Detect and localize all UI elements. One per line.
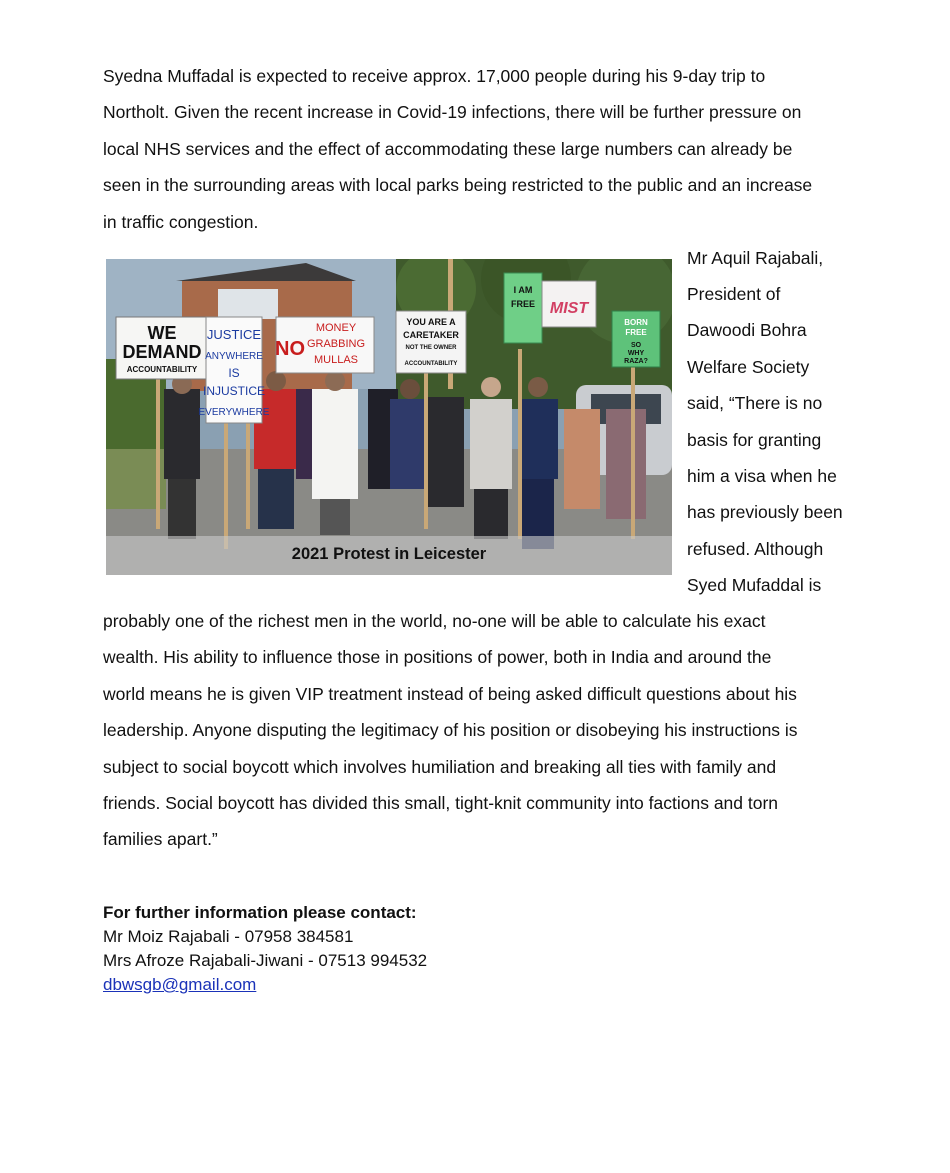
sign-i-am-free — [504, 273, 542, 343]
sign-text: I AM — [513, 285, 533, 295]
sign-text: SO — [630, 342, 642, 349]
paragraph-line: friends. Social boycott has divided this small, tight-knit community into factions and torn — [103, 793, 779, 813]
sign-text: ACCOUNTABILITY — [404, 361, 458, 367]
paragraph-line: seen in the surrounding areas with local parks being restricted to the public and an increase — [103, 175, 813, 195]
paragraph-line: Northolt. Given the recent increase in Covid-19 infections, there will be further pressure on — [103, 102, 802, 122]
photo-caption: 2021 Protest in Leicester — [291, 545, 487, 563]
sign-text: EVERYWHERE — [198, 407, 270, 418]
sign-caretaker — [396, 311, 466, 373]
side-text-line: refused. Although — [687, 539, 824, 559]
paragraph-line: leadership. Anyone disputing the legitimacy of his position or disobeying his instructions is — [103, 720, 798, 740]
sign-text: YOU ARE A — [406, 317, 456, 327]
side-text-line: Mr Aquil Rajabali, — [687, 248, 824, 268]
sign-text: RAZA? — [624, 358, 648, 365]
paragraph-line: local NHS services and the effect of accommodating these large numbers can already be — [103, 139, 793, 159]
protest-photo — [106, 259, 672, 575]
contact-email-link[interactable]: dbwsgb@gmail.com — [103, 975, 257, 994]
side-text-line: has previously been — [687, 502, 843, 522]
paragraph-line: subject to social boycott which involves humiliation and breaking all ties with family and — [103, 757, 777, 777]
sign-text: FREE — [510, 299, 536, 309]
sign-money-grabbing — [275, 317, 374, 373]
contact-person-1: Mr Moiz Rajabali - 07958 384581 — [103, 927, 354, 946]
side-text-line: basis for granting — [687, 430, 822, 450]
sign-text: NOT THE OWNER — [405, 345, 457, 351]
sign-text: BORN — [624, 318, 648, 327]
paragraph-line: probably one of the richest men in the world, no-one will be able to calculate his exact — [103, 611, 766, 631]
side-text-line: Welfare Society — [687, 357, 810, 377]
sign-text: FREE — [625, 328, 647, 337]
sign-text: WHY — [627, 350, 645, 357]
side-text-line: Syed Mufaddal is — [687, 575, 822, 595]
side-text-line: President of — [687, 284, 781, 304]
side-text-line: him a visa when he — [687, 466, 837, 486]
sign-text: JUSTICE — [206, 327, 262, 342]
sign-text: MONEY — [315, 322, 357, 334]
contact-person-2: Mrs Afroze Rajabali-Jiwani - 07513 994532 — [103, 951, 428, 970]
sign-text: NO — [275, 338, 305, 360]
sign-mist — [542, 281, 596, 327]
paragraph-line: in traffic congestion. — [103, 212, 259, 232]
protest-photo-illustration — [106, 259, 672, 575]
sign-text: INJUSTICE — [202, 384, 266, 398]
side-text-line: Dawoodi Bohra — [687, 320, 807, 340]
paragraph-line: families apart.” — [103, 829, 218, 849]
sign-text: ACCOUNTABILITY — [126, 365, 198, 374]
sign-text: ANYWHERE — [205, 351, 263, 362]
sign-text: CARETAKER — [403, 330, 459, 340]
sign-we-demand — [116, 317, 208, 379]
paragraph-line: Syedna Muffadal is expected to receive approx. 17,000 people during his 9-day trip to — [103, 66, 766, 86]
sign-text: WE — [147, 323, 177, 343]
sign-text: DEMAND — [122, 342, 202, 362]
sign-born-free — [612, 311, 660, 367]
sign-text: MULLAS — [313, 354, 359, 366]
side-text-line: said, “There is no — [687, 393, 823, 413]
paragraph-line: world means he is given VIP treatment instead of being asked difficult questions about his — [103, 684, 797, 704]
sign-text: IS — [228, 366, 240, 380]
contact-heading: For further information please contact: — [103, 903, 417, 922]
sign-text: MIST — [549, 300, 589, 317]
sign-text: GRABBING — [306, 338, 366, 350]
paragraph-line: wealth. His ability to influence those in positions of power, both in India and around the — [103, 647, 772, 667]
sign-justice — [199, 317, 270, 423]
